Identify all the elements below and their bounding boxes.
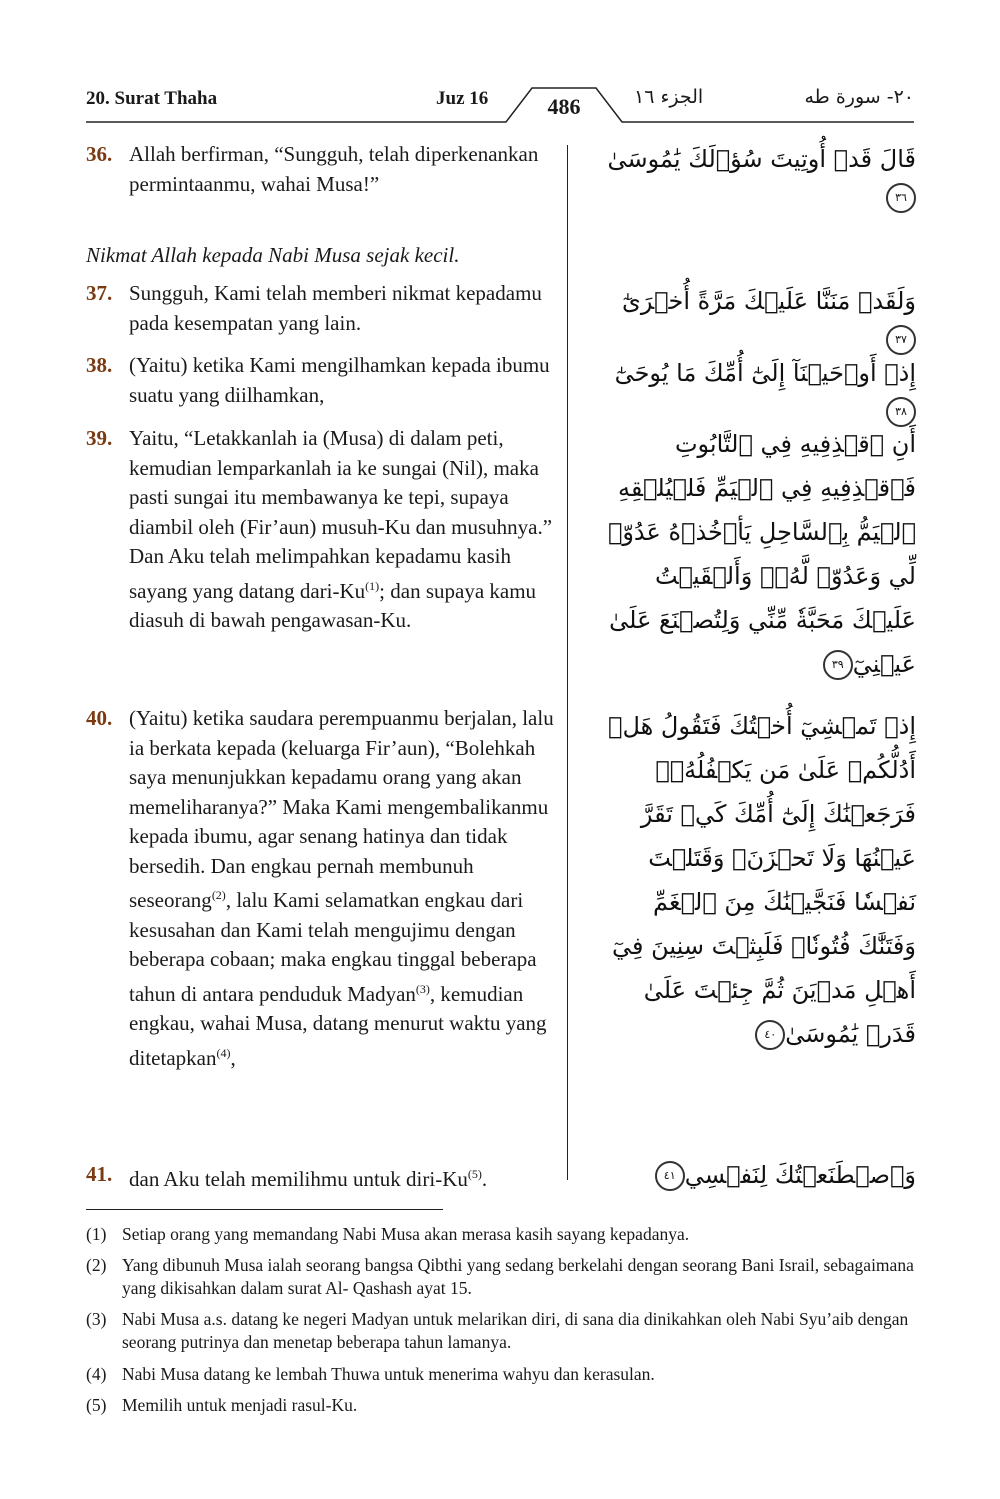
- ayah-end-icon: ٤٠: [755, 1020, 785, 1050]
- footnote-text: Nabi Musa a.s. datang ke negeri Madyan untuk melarikan diri, di sana dia dinikahkan oleh Nabi Syu’aib dengan seorang putrinya dan menetap beberapa tahun lamanya.: [122, 1309, 909, 1352]
- footnote-number: (2): [86, 1255, 107, 1275]
- arabic-text: إِذۡ أَوۡحَيۡنَآ إِلَىٰٓ أُمِّكَ مَا يُوحَىٰٓ: [614, 359, 916, 387]
- footnote-ref[interactable]: (1): [365, 578, 380, 593]
- arabic-text: قَالَ قَدۡ أُوتِيتَ سُؤۡلَكَ يَٰمُوسَىٰ: [607, 145, 916, 173]
- ayah-end-icon: ٣٧: [886, 325, 916, 355]
- footnote-rule: [86, 1209, 443, 1210]
- page-header: [86, 84, 914, 124]
- verse-number: 39.: [86, 426, 113, 450]
- ayah-end-icon: ٣٨: [886, 397, 916, 427]
- verse-38: [86, 351, 556, 410]
- footnote-text: Memilih untuk menjadi rasul-Ku.: [122, 1395, 358, 1415]
- arabic-text: وَٱصۡطَنَعۡتُكَ لِنَفۡسِي: [684, 1161, 916, 1189]
- verse-36: [86, 140, 556, 199]
- page-number: 486: [547, 94, 581, 119]
- arabic-text: وَلَقَدۡ مَنَنَّا عَلَيۡكَ مَرَّةً أُخۡرَىٰٓ: [622, 287, 916, 315]
- ayah-end-icon: ٤١: [655, 1161, 685, 1191]
- arabic-verse-40: [596, 704, 916, 1056]
- surah-title: 20. Surat Thaha: [86, 88, 218, 109]
- arabic-text: أَنِ ٱقۡذِفِيهِ فِي ٱلتَّابُوتِ فَٱقۡذِفِيهِ فِي ٱلۡيَمِّ فَلۡيُلۡقِهِ ٱلۡيَمُّ بِٱلسَّاحِلِ يَأۡخُذۡهُ عَدُوّٞ لِّي وَعَدُوّٞ لَّهُۥۚ وَأَلۡقَيۡتُ عَلَيۡكَ مَحَبَّةٗ مِّنِّي وَلِتُصۡنَعَ عَلَىٰ عَيۡنِيٓ: [607, 430, 916, 678]
- verse-translation: Yaitu, “Letakkanlah ia (Musa) di dalam peti, kemudian lemparkanlah ia ke sungai (Nil), maka pasti sungai itu membawanya ke tepi, supaya diambil oleh (Fir’aun) musuh-Ku dan musuhnya.” Dan Aku telah melimpahkan kepadamu kasih sayang yang datang dari-Ku$^{(1)}$; dan supaya kamu diasuh di bawah pengawasan-Ku.: [129, 426, 553, 632]
- verse-translation: (Yaitu) ketika saudara perempuanmu berjalan, lalu ia berkata kepada (keluarga Fir’aun), “Bolehkah saya menunjukkan kepadamu orang yang akan memeliharanya?” Maka Kami mengembalikanmu kepada ibumu, agar senang hatinya dan tidak bersedih. Dan engkau pernah membunuh seseorang$^{(2)}$, lalu Kami selamatkan engkau dari kesusahan dan Kami telah mengujimu dengan beberapa cobaan; maka engkau tinggal beberapa tahun di antara penduduk Madyan$^{(3)}$, kemudian engkau, wahai Musa, datang menurut waktu yang ditetapkan$^{(4)}$,: [129, 706, 554, 1070]
- verse-translation: dan Aku telah memilihmu untuk diri-Ku$^{(5)}$.: [129, 1167, 488, 1191]
- footnote-text: Yang dibunuh Musa ialah seorang bangsa Qibthi yang sedang berkelahi dengan seorang Bani Israil, sebagaimana yang dikisahkan dalam surat Al- Qashash ayat 15.: [122, 1255, 914, 1298]
- verse-translation: Allah berfirman, “Sungguh, telah diperkenankan permintaanmu, wahai Musa!”: [129, 142, 539, 196]
- footnote-5: [86, 1394, 916, 1417]
- verse-number: 41.: [86, 1162, 113, 1186]
- footnote-ref[interactable]: (3): [415, 981, 430, 996]
- arabic-verse-39: [596, 422, 916, 686]
- footnote-number: (5): [86, 1395, 107, 1415]
- footnote-number: (1): [86, 1224, 107, 1244]
- footnote-ref[interactable]: (5): [467, 1167, 482, 1181]
- verse-number: 38.: [86, 353, 113, 377]
- footnote-3: [86, 1308, 916, 1354]
- verse-translation: Sungguh, Kami telah memberi nikmat kepadamu pada kesempatan yang lain.: [129, 281, 542, 335]
- verse-number: 36.: [86, 142, 113, 166]
- surah-arabic: ٢٠- سورة طه: [804, 86, 914, 108]
- ayah-end-icon: ٣٦: [886, 183, 916, 213]
- footnote-text: Setiap orang yang memandang Nabi Musa akan merasa kasih sayang kepadanya.: [122, 1224, 690, 1244]
- footnote-number: (3): [86, 1309, 107, 1329]
- arabic-verse-36: [596, 140, 916, 216]
- footnote-2: [86, 1254, 916, 1300]
- verse-41: [86, 1160, 556, 1195]
- footnote-ref[interactable]: (4): [216, 1045, 231, 1060]
- arabic-verse-37: [596, 282, 916, 358]
- arabic-verse-41: [596, 1156, 916, 1194]
- footnote-text: Nabi Musa datang ke lembah Thuwa untuk menerima wahyu dan kerasulan.: [122, 1364, 655, 1384]
- verse-37: [86, 279, 556, 338]
- ayah-end-icon: ٣٩: [823, 650, 853, 680]
- verse-number: 37.: [86, 281, 113, 305]
- column-divider: [567, 145, 568, 1180]
- footnote-4: [86, 1363, 916, 1386]
- footnote-ref[interactable]: (2): [211, 888, 226, 902]
- verse-40: [86, 704, 556, 1073]
- juz-arabic: الجزء ١٦: [634, 86, 704, 108]
- section-note: Nikmat Allah kepada Nabi Musa sejak kecil.: [86, 243, 460, 267]
- arabic-text: إِذۡ تَمۡشِيٓ أُخۡتُكَ فَتَقُولُ هَلۡ أَدُلُّكُمۡ عَلَىٰ مَن يَكۡفُلُهُۥۖ فَرَجَعۡنَٰكَ إِلَىٰٓ أُمِّكَ كَيۡ تَقَرَّ عَيۡنُهَا وَلَا تَحۡزَنَۚ وَقَتَلۡتَ نَفۡسٗا فَنَجَّيۡنَٰكَ مِنَ ٱلۡغَمِّ وَفَتَنَّٰكَ فُتُونٗاۚ فَلَبِثۡتَ سِنِينَ فِيٓ أَهۡلِ مَدۡيَنَ ثُمَّ جِئۡتَ عَلَىٰ قَدَرٖ يَٰمُوسَىٰ: [608, 712, 916, 1048]
- footnote-1: [86, 1223, 916, 1246]
- arabic-verse-38: [596, 354, 916, 430]
- verse-translation: (Yaitu) ketika Kami mengilhamkan kepada ibumu suatu yang diilhamkan,: [129, 353, 550, 407]
- footnote-number: (4): [86, 1364, 107, 1384]
- verse-39: [86, 424, 556, 636]
- verse-number: 40.: [86, 706, 113, 730]
- juz-label: Juz 16: [436, 88, 489, 109]
